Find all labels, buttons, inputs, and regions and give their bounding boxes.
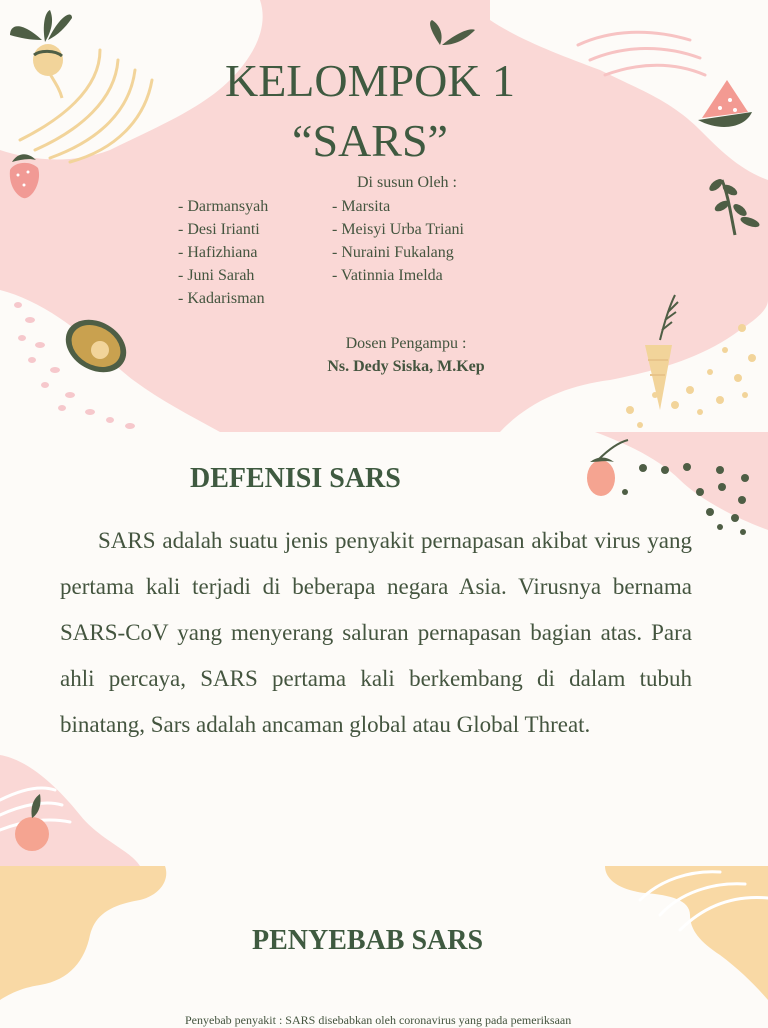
member-name: - Desi Irianti	[178, 221, 260, 238]
member-name: - Hafizhiana	[178, 244, 258, 261]
member-name: - Marsita	[332, 198, 391, 215]
member-name: - Darmansyah	[178, 198, 269, 215]
leaf-sprout-icon	[430, 20, 475, 45]
peach-icon	[15, 794, 49, 851]
herb-icon	[707, 177, 760, 235]
lecturer-label: Dosen Pengampu :	[345, 335, 467, 352]
member-name: - Juni Sarah	[178, 267, 255, 284]
carrot-icon	[645, 295, 678, 410]
member-name: - Meisyi Urba Triani	[332, 221, 464, 238]
member-name: - Kadarisman	[178, 290, 265, 307]
definisi-paragraph: SARS adalah suatu jenis penyakit pernapasan akibat virus yang pertama kali terjadi di beberapa negara Asia. Virusnya bernama SARS-CoV yang menyerang saluran pernapasan bagian atas. Para ahli percaya, SARS pertama kali berkembang di dalam tubuh binatang, Sars adalah ancaman global atau Global Threat.	[60, 528, 692, 737]
section-heading-definisi: DEFENISI SARS	[190, 463, 401, 494]
avocado-icon	[56, 309, 135, 383]
penyebab-paragraph: Penyebab penyakit : SARS disebabkan oleh coronavirus yang pada pemeriksaan	[185, 1013, 572, 1027]
section-heading-penyebab: PENYEBAB SARS	[252, 925, 484, 956]
cover-title: KELOMPOK 1	[224, 55, 516, 106]
tomato-icon	[587, 440, 628, 496]
cover-subtitle: “SARS”	[292, 115, 448, 166]
lecturer-name: Ns. Dedy Siska, M.Kep	[327, 358, 485, 375]
member-name: - Nuraini Fukalang	[332, 244, 454, 261]
member-name: - Vatinnia Imelda	[332, 267, 443, 284]
byline-label: Di susun Oleh :	[357, 174, 457, 191]
